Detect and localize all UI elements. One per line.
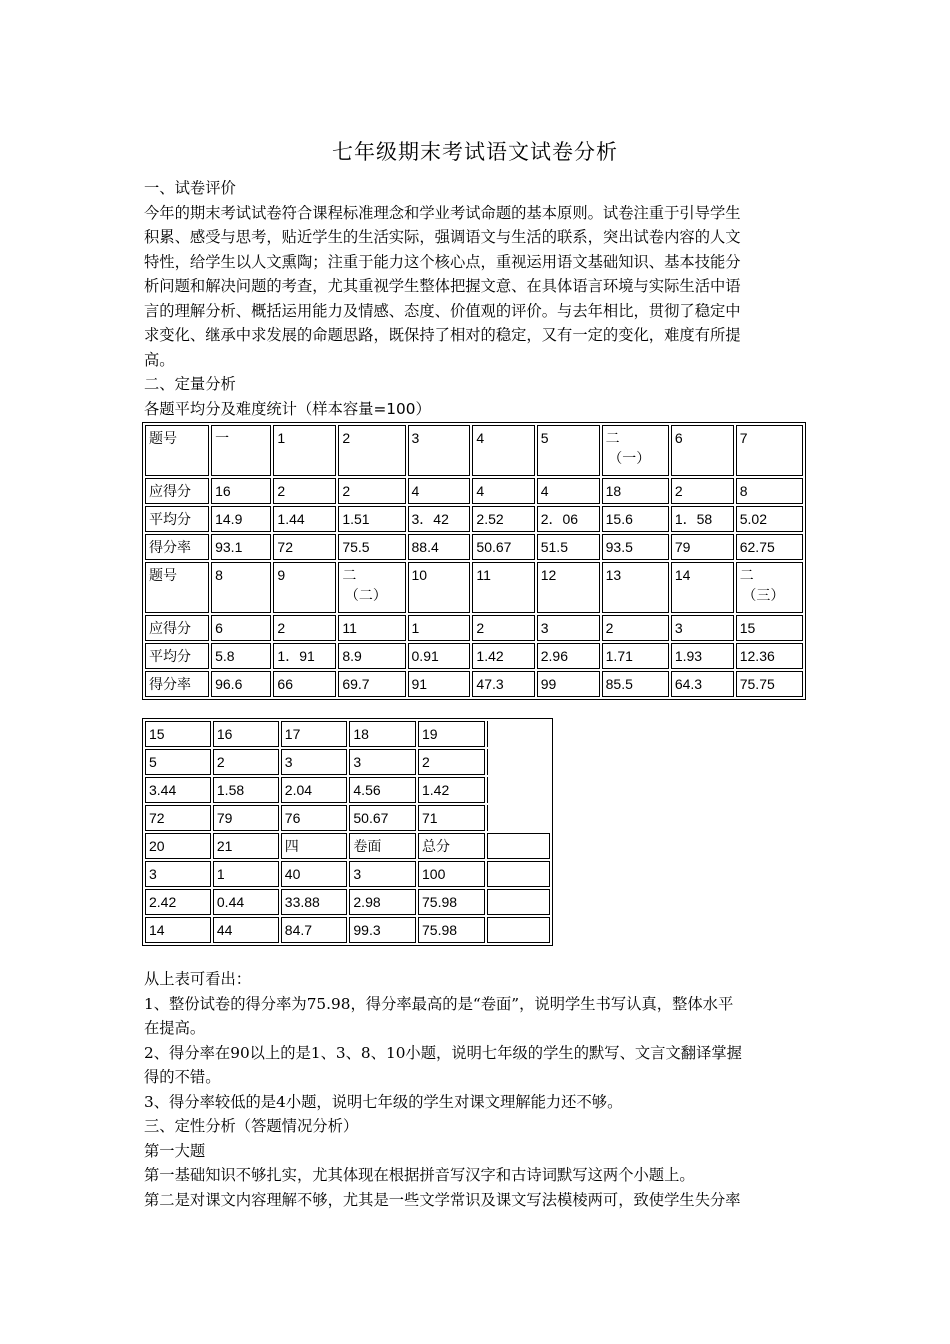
cell-text: 应得分 xyxy=(149,483,191,499)
table-cell xyxy=(145,777,211,803)
table-cell xyxy=(671,615,734,641)
table-row xyxy=(145,721,550,747)
table-cell xyxy=(408,478,471,504)
cell-text: 3 xyxy=(353,754,362,770)
table-cell xyxy=(602,562,669,613)
table-cell xyxy=(145,749,211,775)
table-cell xyxy=(472,615,534,641)
cell-text: 75.5 xyxy=(342,539,370,555)
table-cell xyxy=(472,478,534,504)
table-cell xyxy=(213,833,279,859)
evaluation-line: 高。 xyxy=(144,350,175,369)
table-cell xyxy=(211,562,271,613)
findings-lead: 从上表可看出： xyxy=(144,970,252,988)
table-cell xyxy=(671,534,734,560)
cell-text: 84.7 xyxy=(284,922,313,938)
cell-text: 题号 xyxy=(149,430,177,446)
table-cell xyxy=(273,506,336,532)
cell-text: 99 xyxy=(540,676,557,692)
evaluation-line: 今年的期末考试试卷符合课程标准理念和学业考试命题的基本原则。试卷注重于引导学生 xyxy=(144,203,741,222)
cell-text: 2 xyxy=(422,754,430,770)
table-row xyxy=(145,562,803,613)
cell-text: 1 xyxy=(216,866,225,882)
cell-text: 3.44 xyxy=(149,782,177,798)
cell-text: 72 xyxy=(149,810,165,826)
table-cell xyxy=(338,534,405,560)
table-cell xyxy=(211,615,271,641)
table-cell xyxy=(472,671,534,697)
cell-text: 3 xyxy=(674,620,683,636)
cell-text: 1.93 xyxy=(674,648,703,664)
table-cell xyxy=(145,534,209,560)
table-cell xyxy=(145,671,209,697)
cell-text: 40 xyxy=(284,866,301,882)
table-cell xyxy=(338,671,405,697)
cell-text: 4 xyxy=(411,483,420,499)
cell-text: 44 xyxy=(216,922,233,938)
table-cell xyxy=(281,721,348,747)
cell-text: 64.3 xyxy=(674,676,703,692)
cell-text: 2.52 xyxy=(476,511,504,527)
table-cell xyxy=(537,478,600,504)
cell-text: 79 xyxy=(674,539,691,555)
cell-text: 0.44 xyxy=(216,894,245,910)
cell-text: 10 xyxy=(411,567,428,583)
cell-text: 16 xyxy=(216,726,233,742)
finding-line: 1、整份试卷的得分率为75.98，得分率最高的是“卷面”，说明学生书写认真，整体水平 xyxy=(144,994,734,1013)
cell-text: 1 xyxy=(411,620,420,636)
cell-text: 0.91 xyxy=(411,648,439,664)
table-row xyxy=(145,671,803,697)
table-cell xyxy=(213,749,279,775)
cell-text: 15 xyxy=(739,620,756,636)
section-heading-evaluation: 一、试卷评价 xyxy=(144,179,236,197)
cell-text: 75.98 xyxy=(422,922,458,938)
table-cell xyxy=(145,615,209,641)
table-cell xyxy=(418,889,485,915)
table-cell xyxy=(145,833,211,859)
cell-text: 100 xyxy=(422,866,446,882)
table-cell xyxy=(211,425,271,476)
table-cell xyxy=(273,478,336,504)
table-cell xyxy=(472,643,534,669)
cell-text: 4 xyxy=(476,430,485,446)
table-cell xyxy=(338,506,405,532)
table-cell xyxy=(418,805,485,831)
table-cell xyxy=(671,643,734,669)
table-cell xyxy=(736,478,803,504)
table-cell xyxy=(408,615,471,641)
table-cell xyxy=(145,889,211,915)
score-table-main xyxy=(142,422,806,700)
cell-text: 1 xyxy=(277,430,286,446)
cell-text: 88.4 xyxy=(411,539,439,555)
table-cell xyxy=(418,749,485,775)
evaluation-line: 言的理解分析、概括运用能力及情感、态度、价值观的评价。与去年相比，贯彻了稳定中 xyxy=(144,301,741,320)
table-cell xyxy=(671,562,734,613)
table-cell xyxy=(418,833,485,859)
table-cell xyxy=(281,833,348,859)
table-cell xyxy=(537,643,600,669)
cell-text: 15 xyxy=(149,726,165,742)
cell-text: 二 xyxy=(739,567,754,583)
cell-text: 平均分 xyxy=(149,511,191,527)
empty-cell xyxy=(487,889,550,915)
cell-text: 6 xyxy=(215,620,223,636)
table-cell xyxy=(736,643,803,669)
cell-text: 71 xyxy=(422,810,438,826)
finding-line: 在提高。 xyxy=(144,1019,206,1037)
cell-text: 2 xyxy=(277,620,286,636)
cell-text: 76 xyxy=(284,810,301,826)
finding-line: 得的不错。 xyxy=(144,1068,221,1086)
table-cell xyxy=(349,777,416,803)
cell-text: 72 xyxy=(277,539,293,555)
cell-text: 2.98 xyxy=(353,894,381,910)
table-cell xyxy=(736,506,803,532)
evaluation-line: 析问题和解决问题的考查，尤其重视学生整体把握文意、在具体语言环境与实际生活中语 xyxy=(144,277,741,295)
table-cell xyxy=(736,562,803,613)
table-cell xyxy=(213,917,279,943)
table-cell xyxy=(537,506,600,532)
table-cell xyxy=(671,425,734,476)
table-row xyxy=(145,749,550,775)
cell-text: 二 xyxy=(605,430,620,446)
cell-text: 1.44 xyxy=(277,511,305,527)
cell-text: 20 xyxy=(149,838,165,854)
score-table-continued xyxy=(142,718,553,946)
empty-cell xyxy=(487,917,550,943)
cell-text: 4.56 xyxy=(353,782,381,798)
sub-heading-part-one: 第一大题 xyxy=(144,1141,206,1160)
analysis-line: 第二是对课文内容理解不够，尤其是一些文学常识及课文写法模棱两可，致使学生失分率 xyxy=(144,1190,741,1209)
cell-text: 1.51 xyxy=(342,511,370,527)
cell-text: 75.98 xyxy=(422,894,458,910)
evaluation-line: 特性，给学生以人文熏陶；注重于能力这个核心点，重视运用语文基础知识、基本技能分 xyxy=(144,252,741,271)
cell-text: 平均分 xyxy=(149,648,191,664)
cell-text: 1.42 xyxy=(476,648,504,664)
cell-text: 2．06 xyxy=(540,511,579,527)
cell-text: 9 xyxy=(277,567,286,583)
table-cell xyxy=(537,671,600,697)
table-cell xyxy=(602,671,669,697)
table-cell xyxy=(736,425,803,476)
cell-text: 75.75 xyxy=(739,676,775,692)
cell-text: 11 xyxy=(476,567,491,583)
cell-text: 2 xyxy=(342,430,351,446)
table-cell xyxy=(349,889,416,915)
table-cell xyxy=(472,562,534,613)
table-cell xyxy=(408,671,471,697)
table-cell xyxy=(602,478,669,504)
evaluation-line: 积累、感受与思考，贴近学生的生活实际，强调语文与生活的联系，突出试卷内容的人文 xyxy=(144,228,741,246)
cell-text: 8 xyxy=(739,483,748,499)
cell-text: 2.42 xyxy=(149,894,177,910)
empty-cell xyxy=(487,777,550,803)
cell-text: 17 xyxy=(284,726,301,742)
cell-text: 1.58 xyxy=(216,782,245,798)
analysis-line: 第一基础知识不够扎实，尤其体现在根据拼音写汉字和古诗词默写这两个小题上。 xyxy=(144,1166,695,1184)
table-cell xyxy=(145,478,209,504)
table-cell xyxy=(338,425,405,476)
cell-text: 50.67 xyxy=(353,810,389,826)
table-cell xyxy=(349,861,416,887)
table-cell xyxy=(408,562,471,613)
cell-text: 91 xyxy=(411,676,428,692)
cell-text: 3 xyxy=(540,620,549,636)
cell-text: 3 xyxy=(411,430,420,446)
table-cell xyxy=(211,534,271,560)
cell-text: 33.88 xyxy=(284,894,320,910)
cell-text: 13 xyxy=(605,567,622,583)
cell-text: 得分率 xyxy=(149,539,191,555)
table-cell xyxy=(213,805,279,831)
table-cell xyxy=(349,917,416,943)
table-cell xyxy=(408,506,471,532)
table-cell xyxy=(145,506,209,532)
table-cell xyxy=(671,478,734,504)
table-cell xyxy=(537,534,600,560)
cell-text: 8.9 xyxy=(342,648,362,664)
cell-text: 4 xyxy=(476,483,485,499)
table-cell xyxy=(273,671,336,697)
cell-text: 18 xyxy=(605,483,622,499)
table-cell xyxy=(602,425,669,476)
table-cell xyxy=(408,643,471,669)
table-cell xyxy=(602,534,669,560)
cell-text: 99.3 xyxy=(353,922,381,938)
table-cell xyxy=(281,889,348,915)
table-row xyxy=(145,643,803,669)
cell-text: 卷面 xyxy=(353,838,382,854)
cell-text: 应得分 xyxy=(149,620,191,636)
table-cell xyxy=(602,506,669,532)
table-cell xyxy=(537,615,600,641)
cell-text: 2 xyxy=(277,483,286,499)
cell-text: 5.02 xyxy=(739,511,767,527)
cell-text: 14 xyxy=(674,567,691,583)
cell-text: 19 xyxy=(422,726,438,742)
cell-subtext: （一） xyxy=(608,450,651,466)
table-cell xyxy=(145,721,211,747)
table-cell xyxy=(472,425,534,476)
table-cell xyxy=(736,671,803,697)
cell-text: 2 xyxy=(216,754,225,770)
cell-text: 93.5 xyxy=(605,539,633,555)
cell-text: 4 xyxy=(540,483,549,499)
cell-text: 2.04 xyxy=(284,782,313,798)
cell-text: 16 xyxy=(215,483,231,499)
cell-text: 总分 xyxy=(422,838,450,854)
evaluation-section xyxy=(144,176,808,421)
cell-subtext: （二） xyxy=(344,587,387,603)
table-row xyxy=(145,425,803,476)
table-row xyxy=(145,917,550,943)
table-cell xyxy=(281,861,348,887)
cell-text: 18 xyxy=(353,726,369,742)
table-row xyxy=(145,889,550,915)
cell-text: 12.36 xyxy=(739,648,775,664)
table-cell xyxy=(418,861,485,887)
cell-text: 66 xyxy=(277,676,293,692)
table-cell xyxy=(418,777,485,803)
table-cell xyxy=(145,425,209,476)
table-cell xyxy=(145,562,209,613)
cell-text: 2 xyxy=(342,483,351,499)
cell-text: 3．42 xyxy=(411,511,449,527)
cell-text: 96.6 xyxy=(215,676,243,692)
empty-cell xyxy=(487,805,550,831)
table-cell xyxy=(418,917,485,943)
cell-text: 5 xyxy=(149,754,157,770)
cell-text: 3 xyxy=(149,866,157,882)
empty-cell xyxy=(487,721,550,747)
table-cell xyxy=(349,749,416,775)
section-heading-quantitative: 二、定量分析 xyxy=(144,375,236,393)
table-cell xyxy=(602,643,669,669)
cell-text: 5.8 xyxy=(215,648,235,664)
finding-line: 3、得分率较低的是4小题，说明七年级的学生对课文理解能力还不够。 xyxy=(144,1092,623,1111)
cell-text: 12 xyxy=(540,567,557,583)
table-cell xyxy=(671,671,734,697)
table-cell xyxy=(602,615,669,641)
cell-text: 四 xyxy=(284,838,299,854)
cell-text: 8 xyxy=(215,567,223,583)
table-cell xyxy=(145,861,211,887)
table-cell xyxy=(273,534,336,560)
cell-text: 50.67 xyxy=(476,539,512,555)
table-cell xyxy=(281,777,348,803)
cell-text: 6 xyxy=(674,430,683,446)
table-cell xyxy=(213,861,279,887)
table-cell xyxy=(145,917,211,943)
cell-text: 62.75 xyxy=(739,539,775,555)
cell-text: 15.6 xyxy=(605,511,633,527)
cell-text: 47.3 xyxy=(476,676,504,692)
table-cell xyxy=(145,643,209,669)
empty-cell xyxy=(487,861,550,887)
table-cell xyxy=(273,615,336,641)
table-cell xyxy=(281,805,348,831)
evaluation-line: 求变化、继承中求发展的命题思路，既保持了相对的稳定，又有一定的变化，难度有所提 xyxy=(144,326,741,344)
table-cell xyxy=(211,478,271,504)
cell-text: 2 xyxy=(476,620,485,636)
cell-text: 1.71 xyxy=(605,648,633,664)
table-cell xyxy=(537,425,600,476)
table-cell xyxy=(213,721,279,747)
table-cell xyxy=(211,643,271,669)
empty-cell xyxy=(487,749,550,775)
cell-text: 1．91 xyxy=(277,648,315,664)
table-cell xyxy=(349,805,416,831)
cell-subtext: （三） xyxy=(742,587,785,603)
cell-text: 7 xyxy=(739,430,748,446)
document-title: 七年级期末考试语文试卷分析 xyxy=(332,140,618,164)
table-cell xyxy=(472,506,534,532)
cell-text: 14 xyxy=(149,922,165,938)
table-cell xyxy=(671,506,734,532)
table-cell xyxy=(213,889,279,915)
table-cell xyxy=(145,805,211,831)
table-cell xyxy=(349,833,416,859)
cell-text: 1．58 xyxy=(674,511,713,527)
cell-text: 51.5 xyxy=(540,539,568,555)
findings-section xyxy=(144,967,808,1212)
table-row xyxy=(145,534,803,560)
section-heading-qualitative: 三、定性分析（答题情况分析） xyxy=(144,1117,359,1135)
cell-text: 1.42 xyxy=(422,782,450,798)
table-cell xyxy=(281,749,348,775)
finding-line: 2、得分率在90以上的是1、3、8、10小题，说明七年级的学生的默写、文言文翻译掌握 xyxy=(144,1043,742,1062)
table-cell xyxy=(213,777,279,803)
cell-text: 题号 xyxy=(149,567,177,583)
table-cell xyxy=(338,643,405,669)
table-cell xyxy=(211,506,271,532)
cell-text: 得分率 xyxy=(149,676,191,692)
cell-text: 一 xyxy=(215,430,230,446)
cell-text: 14.9 xyxy=(215,511,243,527)
cell-text: 21 xyxy=(216,838,233,854)
cell-text: 79 xyxy=(216,810,233,826)
table-cell xyxy=(349,721,416,747)
table-cell xyxy=(472,534,534,560)
cell-text: 93.1 xyxy=(215,539,243,555)
table-row xyxy=(145,833,550,859)
table-cell xyxy=(408,425,471,476)
empty-cell xyxy=(487,833,550,859)
table-cell xyxy=(273,643,336,669)
table-cell xyxy=(281,917,348,943)
table-cell xyxy=(537,562,600,613)
table-row xyxy=(145,615,803,641)
table-cell xyxy=(408,534,471,560)
cell-text: 11 xyxy=(342,620,357,636)
cell-text: 2.96 xyxy=(540,648,568,664)
table-cell xyxy=(736,534,803,560)
table-caption: 各题平均分及难度统计（样本容量=100） xyxy=(144,399,431,418)
table-cell xyxy=(338,615,405,641)
cell-text: 85.5 xyxy=(605,676,633,692)
cell-text: 二 xyxy=(342,567,357,583)
table-cell xyxy=(338,562,405,613)
cell-text: 5 xyxy=(540,430,549,446)
table-cell xyxy=(736,615,803,641)
table-row xyxy=(145,861,550,887)
table-cell xyxy=(273,425,336,476)
cell-text: 69.7 xyxy=(342,676,370,692)
cell-text: 3 xyxy=(284,754,293,770)
table-row xyxy=(145,805,550,831)
table-cell xyxy=(211,671,271,697)
cell-text: 2 xyxy=(605,620,614,636)
table-row xyxy=(145,777,550,803)
table-row xyxy=(145,478,803,504)
table-row xyxy=(145,506,803,532)
cell-text: 3 xyxy=(353,866,362,882)
table-cell xyxy=(273,562,336,613)
table-cell xyxy=(338,478,405,504)
cell-text: 2 xyxy=(674,483,683,499)
table-cell xyxy=(418,721,485,747)
